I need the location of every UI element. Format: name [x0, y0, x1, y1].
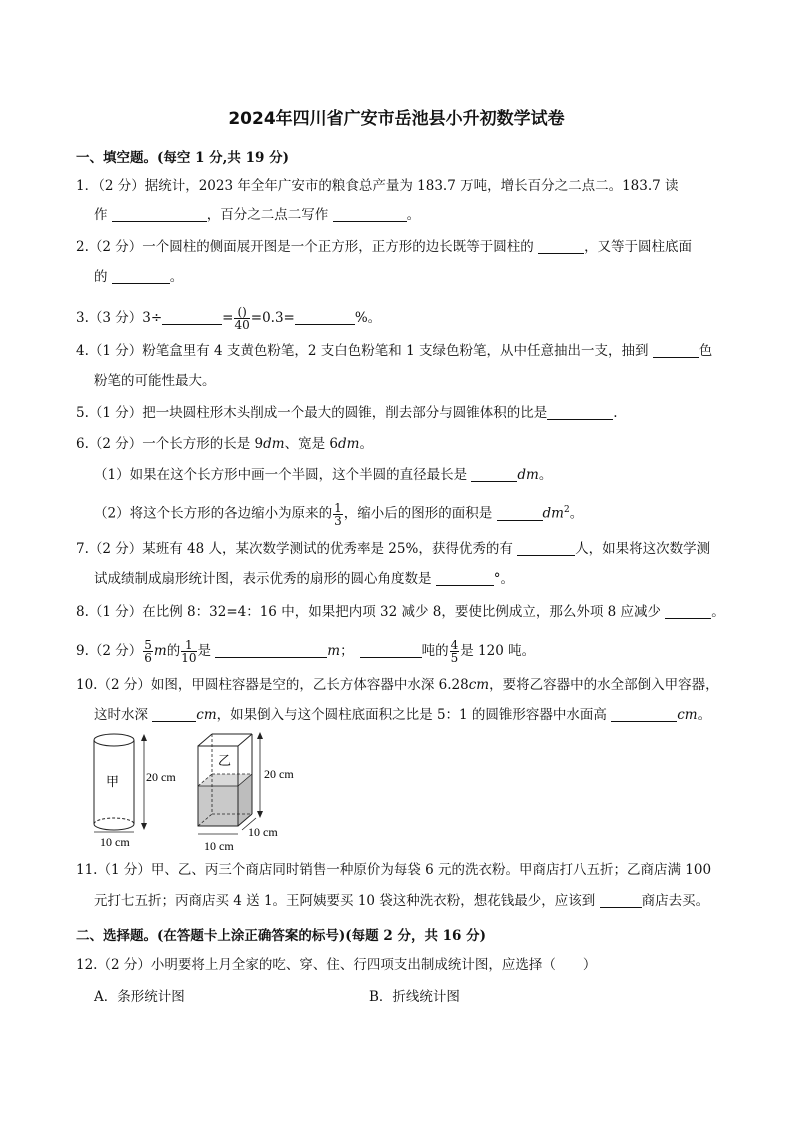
- answer-blank: [653, 343, 699, 358]
- answer-blank: [471, 467, 517, 482]
- answer-blank: [333, 207, 407, 222]
- q12-option-a[interactable]: A．条形统计图: [94, 989, 185, 1005]
- answer-blank: [112, 269, 170, 284]
- container-figure: [86, 724, 316, 854]
- q6-line3: （2）将这个长方形的各边缩小为原来的 $\frac{1}{3}$ ，缩小后的图形的面积是 $dm^2$。: [94, 500, 584, 528]
- answer-blank: [112, 207, 207, 222]
- label-cylinder-height: 20 cm: [146, 770, 176, 784]
- cylinder-jia: [94, 734, 147, 832]
- q6-line1: 6.（2 分）一个长方形的长是 9dm、宽是 6dm。: [76, 436, 373, 452]
- q1-line1: 1．（2 分）据统计，2023 年全年广安市的粮食总产量为 183.7 万吨，增长百分之二点二。183.7 读: [76, 178, 679, 194]
- q12-option-b[interactable]: B．折线统计图: [369, 989, 460, 1005]
- fraction: $\frac{()}{40}$: [234, 305, 250, 332]
- label-cuboid-width: 10 cm: [204, 839, 234, 853]
- answer-blank: [215, 643, 327, 658]
- label-cuboid-depth: 10 cm: [248, 825, 278, 839]
- fraction: $\frac{1}{3}$: [334, 500, 342, 528]
- answer-blank: [665, 604, 711, 619]
- fraction: $\frac{1}{10}$: [181, 638, 197, 665]
- q8-line: 8.（1 分）在比例 8：32=4：16 中，如果把内项 32 减少 8，要使比例成立，那么外项 8 应减少 。: [76, 604, 725, 620]
- page-title: 2024年四川省广安市岳池县小升初数学试卷: [228, 109, 565, 129]
- label-cylinder-width: 10 cm: [100, 835, 130, 849]
- q10-line2: 这时水深 cm，如果倒入与这个圆柱底面积之比是 5：1 的圆锥形容器中水面高 cm。: [94, 707, 712, 723]
- label-jia: 甲: [106, 774, 120, 789]
- answer-blank: [162, 310, 222, 325]
- q7-line2: 试成绩制成扇形统计图，表示优秀的扇形的圆心角度数是 °。: [94, 571, 515, 587]
- answer-blank: [547, 405, 613, 420]
- answer-blank: [152, 707, 196, 722]
- q2-line1: 2.（2 分）一个圆柱的侧面展开图是一个正方形，正方形的边长既等于圆柱的 ，又等于圆柱底面: [76, 239, 693, 255]
- q5-line: 5.（1 分）把一块圆柱形木头削成一个最大的圆锥，削去部分与圆锥体积的比是 .: [76, 405, 618, 421]
- cuboid-yi: [198, 732, 263, 834]
- q11-line2: 元打七五折；丙商店买 4 送 1。王阿姨要买 10 袋这种洗衣粉，想花钱最少，应该到 商店去买。: [94, 893, 710, 909]
- answer-blank: [436, 571, 494, 586]
- q4-line2: 粉笔的可能性最大。: [94, 373, 216, 389]
- q10-line1: 10.（2 分）如图，甲圆柱容器是空的，乙长方体容器中水深 6.28cm，要将乙容器中的水全部倒入甲容器，: [76, 677, 719, 693]
- q2-line2: 的 。: [94, 269, 184, 285]
- q9-line: 9.（2 分） $\frac{5}{6}$ m的 $\frac{1}{10}$ 是 m； 吨的 $\frac{4}{5}$ 是 120 吨。: [76, 638, 536, 665]
- q7-line1: 7.（2 分）某班有 48 人，某次数学测试的优秀率是 25%，获得优秀的有 人，如果将这次数学测: [76, 541, 711, 557]
- q4-line1: 4.（1 分）粉笔盒里有 4 支黄色粉笔，2 支白色粉笔和 1 支绿色粉笔，从中任意抽出一支，抽到 色: [76, 343, 713, 359]
- section-heading-fill-in: 一、填空题。(每空 1 分,共 19 分): [76, 150, 289, 166]
- answer-blank: [600, 893, 642, 908]
- answer-blank: [611, 707, 677, 722]
- q1-line2: 作 ，百分之二点二写作 。: [94, 207, 421, 223]
- section-heading-multiple-choice: 二、选择题。(在答题卡上涂正确答案的标号)(每题 2 分，共 16 分): [76, 928, 487, 944]
- label-cuboid-height: 20 cm: [264, 767, 294, 781]
- answer-blank: [538, 239, 584, 254]
- answer-blank: [497, 506, 543, 521]
- q6-line2: （1）如果在这个长方形中画一个半圆，这个半圆的直径最长是 dm。: [94, 467, 553, 483]
- answer-blank: [517, 541, 575, 556]
- label-yi: 乙: [218, 753, 232, 768]
- q11-line1: 11.（1 分）甲、乙、丙三个商店同时销售一种原价为每袋 6 元的洗衣粉。甲商店打八五折；乙商店满 100: [76, 862, 712, 878]
- q3-line: 3.（3 分）3÷ = $\frac{()}{40}$ =0.3= %。: [76, 305, 382, 332]
- q12-stem: 12.（2 分）小明要将上月全家的吃、穿、住、行四项支出制成统计图，应选择（ ）: [76, 957, 597, 973]
- fraction: $\frac{4}{5}$: [450, 638, 459, 665]
- answer-blank: [295, 310, 355, 325]
- answer-blank: [360, 643, 422, 658]
- fraction: $\frac{5}{6}$: [144, 638, 152, 665]
